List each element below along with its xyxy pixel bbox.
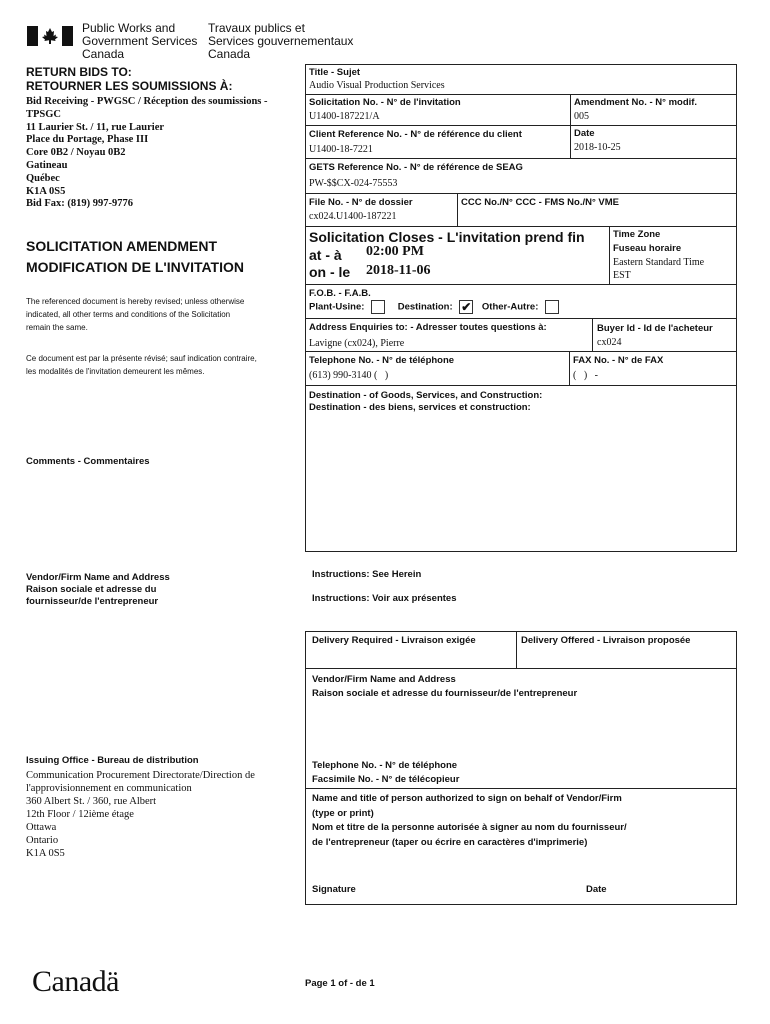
destination-checkbox[interactable]: ✔	[461, 300, 472, 314]
date-label: Date	[574, 128, 595, 139]
file-no-value: cx024.U1400-187221	[309, 211, 397, 222]
delivery-required-label: Delivery Required - Livraison exigée	[312, 635, 476, 646]
client-reference-value: U1400-18-7221	[309, 144, 373, 155]
comments-label: Comments - Commentaires	[26, 456, 150, 467]
closing-time-value: 02:00 PM	[366, 244, 424, 259]
fob-options	[309, 300, 563, 314]
vendor-name-address-label: Vendor/Firm Name and Address Raison sociale et adresse du fournisseur/de l'entrepreneur	[312, 674, 578, 699]
return-bids-heading: RETURN BIDS TO: RETOURNER LES SOUMISSIONS À:	[26, 65, 233, 93]
client-reference-label: Client Reference No. - N° de référence du client	[309, 129, 522, 140]
delivery-offered-label: Delivery Offered - Livraison proposée	[521, 635, 691, 646]
authorized-person-label: Name and title of person authorized to sign on behalf of Vendor/Firm (type or print) Nom et titre de la personne autorisée à signer au nom du fournisseur/ de l'entrepreneur (taper ou écrire en caractères d'imprimerie)	[312, 793, 627, 848]
gets-reference-label: GETS Reference No. - N° de référence de SEAG	[309, 162, 523, 173]
title-value: Audio Visual Production Services	[309, 80, 445, 91]
telephone-label: Telephone No. - N° de téléphone	[309, 355, 455, 366]
destination-of-goods-label: Destination - of Goods, Services, and Construction: Destination - des biens, services et construction:	[309, 390, 543, 413]
vendor-facsimile-label: Facsimile No. - N° de télécopieur	[312, 774, 460, 785]
other-checkbox[interactable]	[545, 300, 559, 314]
solicitation-no-label: Solicitation No. - N° de l'invitation	[309, 97, 461, 108]
other-label: Other-Autre:	[481, 301, 539, 313]
fax-label: FAX No. - N° de FAX	[573, 355, 664, 366]
buyer-id-label: Buyer Id - Id de l'acheteur	[597, 323, 713, 334]
amendment-no-label: Amendment No. - N° modif.	[574, 97, 698, 108]
enquiries-label: Address Enquiries to: - Adresser toutes questions à:	[309, 322, 547, 333]
time-zone-label: Time Zone	[613, 229, 661, 240]
fob-label: F.O.B. - F.A.B.	[309, 288, 371, 299]
closing-date-value: 2018-11-06	[366, 263, 431, 278]
canada-flag-icon	[27, 26, 73, 46]
title-label: Title - Sujet	[309, 67, 361, 78]
gets-reference-value: PW-$$CX-024-75553	[309, 178, 398, 189]
solicitation-closes-label: Solicitation Closes - L'invitation prend fin	[309, 229, 585, 245]
issuing-office-address: Communication Procurement Directorate/Direction de l'approvisionnement en communication 360 Albert St. / 360, rue Albert 12th Floor / 12ième étage Ottawa Ontario K1A 0S5	[26, 770, 255, 859]
plant-label: Plant-Usine:	[309, 301, 365, 313]
vendor-telephone-label: Telephone No. - N° de téléphone	[312, 760, 458, 771]
department-name-en: Public Works and Government Services Canada	[82, 21, 198, 61]
amendment-title: SOLICITATION AMENDMENT MODIFICATION DE L'INVITATION	[26, 238, 244, 275]
signature-date-label: Date	[586, 884, 607, 895]
time-zone-abbr: EST	[613, 270, 631, 281]
closes-at-label: at - à	[309, 247, 342, 263]
destination-label: Destination:	[397, 301, 453, 313]
revision-note-en: The referenced document is hereby revised; unless otherwise indicated, all other terms and conditions of the Solicitation remain the same.	[26, 297, 245, 332]
file-no-label: File No. - N° de dossier	[309, 197, 413, 208]
time-zone-value: Eastern Standard Time	[613, 257, 705, 268]
page-number: Page 1 of - de 1	[305, 978, 375, 989]
closes-on-label: on - le	[309, 264, 351, 280]
issuing-office-label: Issuing Office - Bureau de distribution	[26, 755, 199, 766]
plant-checkbox[interactable]	[371, 300, 385, 314]
vendor-firm-label: Vendor/Firm Name and Address Raison sociale et adresse du fournisseur/de l'entrepreneur	[26, 572, 170, 607]
instructions-en: Instructions: See Herein	[312, 569, 422, 580]
date-value: 2018-10-25	[574, 142, 621, 153]
signature-label: Signature	[312, 884, 356, 895]
ccc-no-label: CCC No./N° CCC - FMS No./N° VME	[461, 197, 620, 208]
time-zone-label-fr: Fuseau horaire	[613, 243, 682, 254]
instructions-fr: Instructions: Voir aux présentes	[312, 593, 457, 604]
canada-wordmark-logo: Canadä	[32, 965, 119, 998]
telephone-value: (613) 990-3140 ( )	[309, 370, 389, 381]
buyer-id-value: cx024	[597, 337, 622, 348]
fax-value: ( ) -	[573, 370, 598, 381]
revision-note-fr: Ce document est par la présente révisé; sauf indication contraire, les modalités de l'invitation demeurent les mêmes.	[26, 354, 257, 376]
department-name-fr: Travaux publics et Services gouvernementaux Canada	[208, 21, 354, 61]
amendment-no-value: 005	[574, 111, 589, 122]
enquiries-value: Lavigne (cx024), Pierre	[309, 338, 405, 349]
solicitation-no-value: U1400-187221/A	[309, 111, 380, 122]
return-address: Bid Receiving - PWGSC / Réception des soumissions - TPSGC 11 Laurier St. / 11, rue Laurier Place du Portage, Phase III Core 0B2 / Noyau 0B2 Gatineau Québec K1A 0S5 Bid Fax: (819) 997-9776	[26, 96, 268, 210]
